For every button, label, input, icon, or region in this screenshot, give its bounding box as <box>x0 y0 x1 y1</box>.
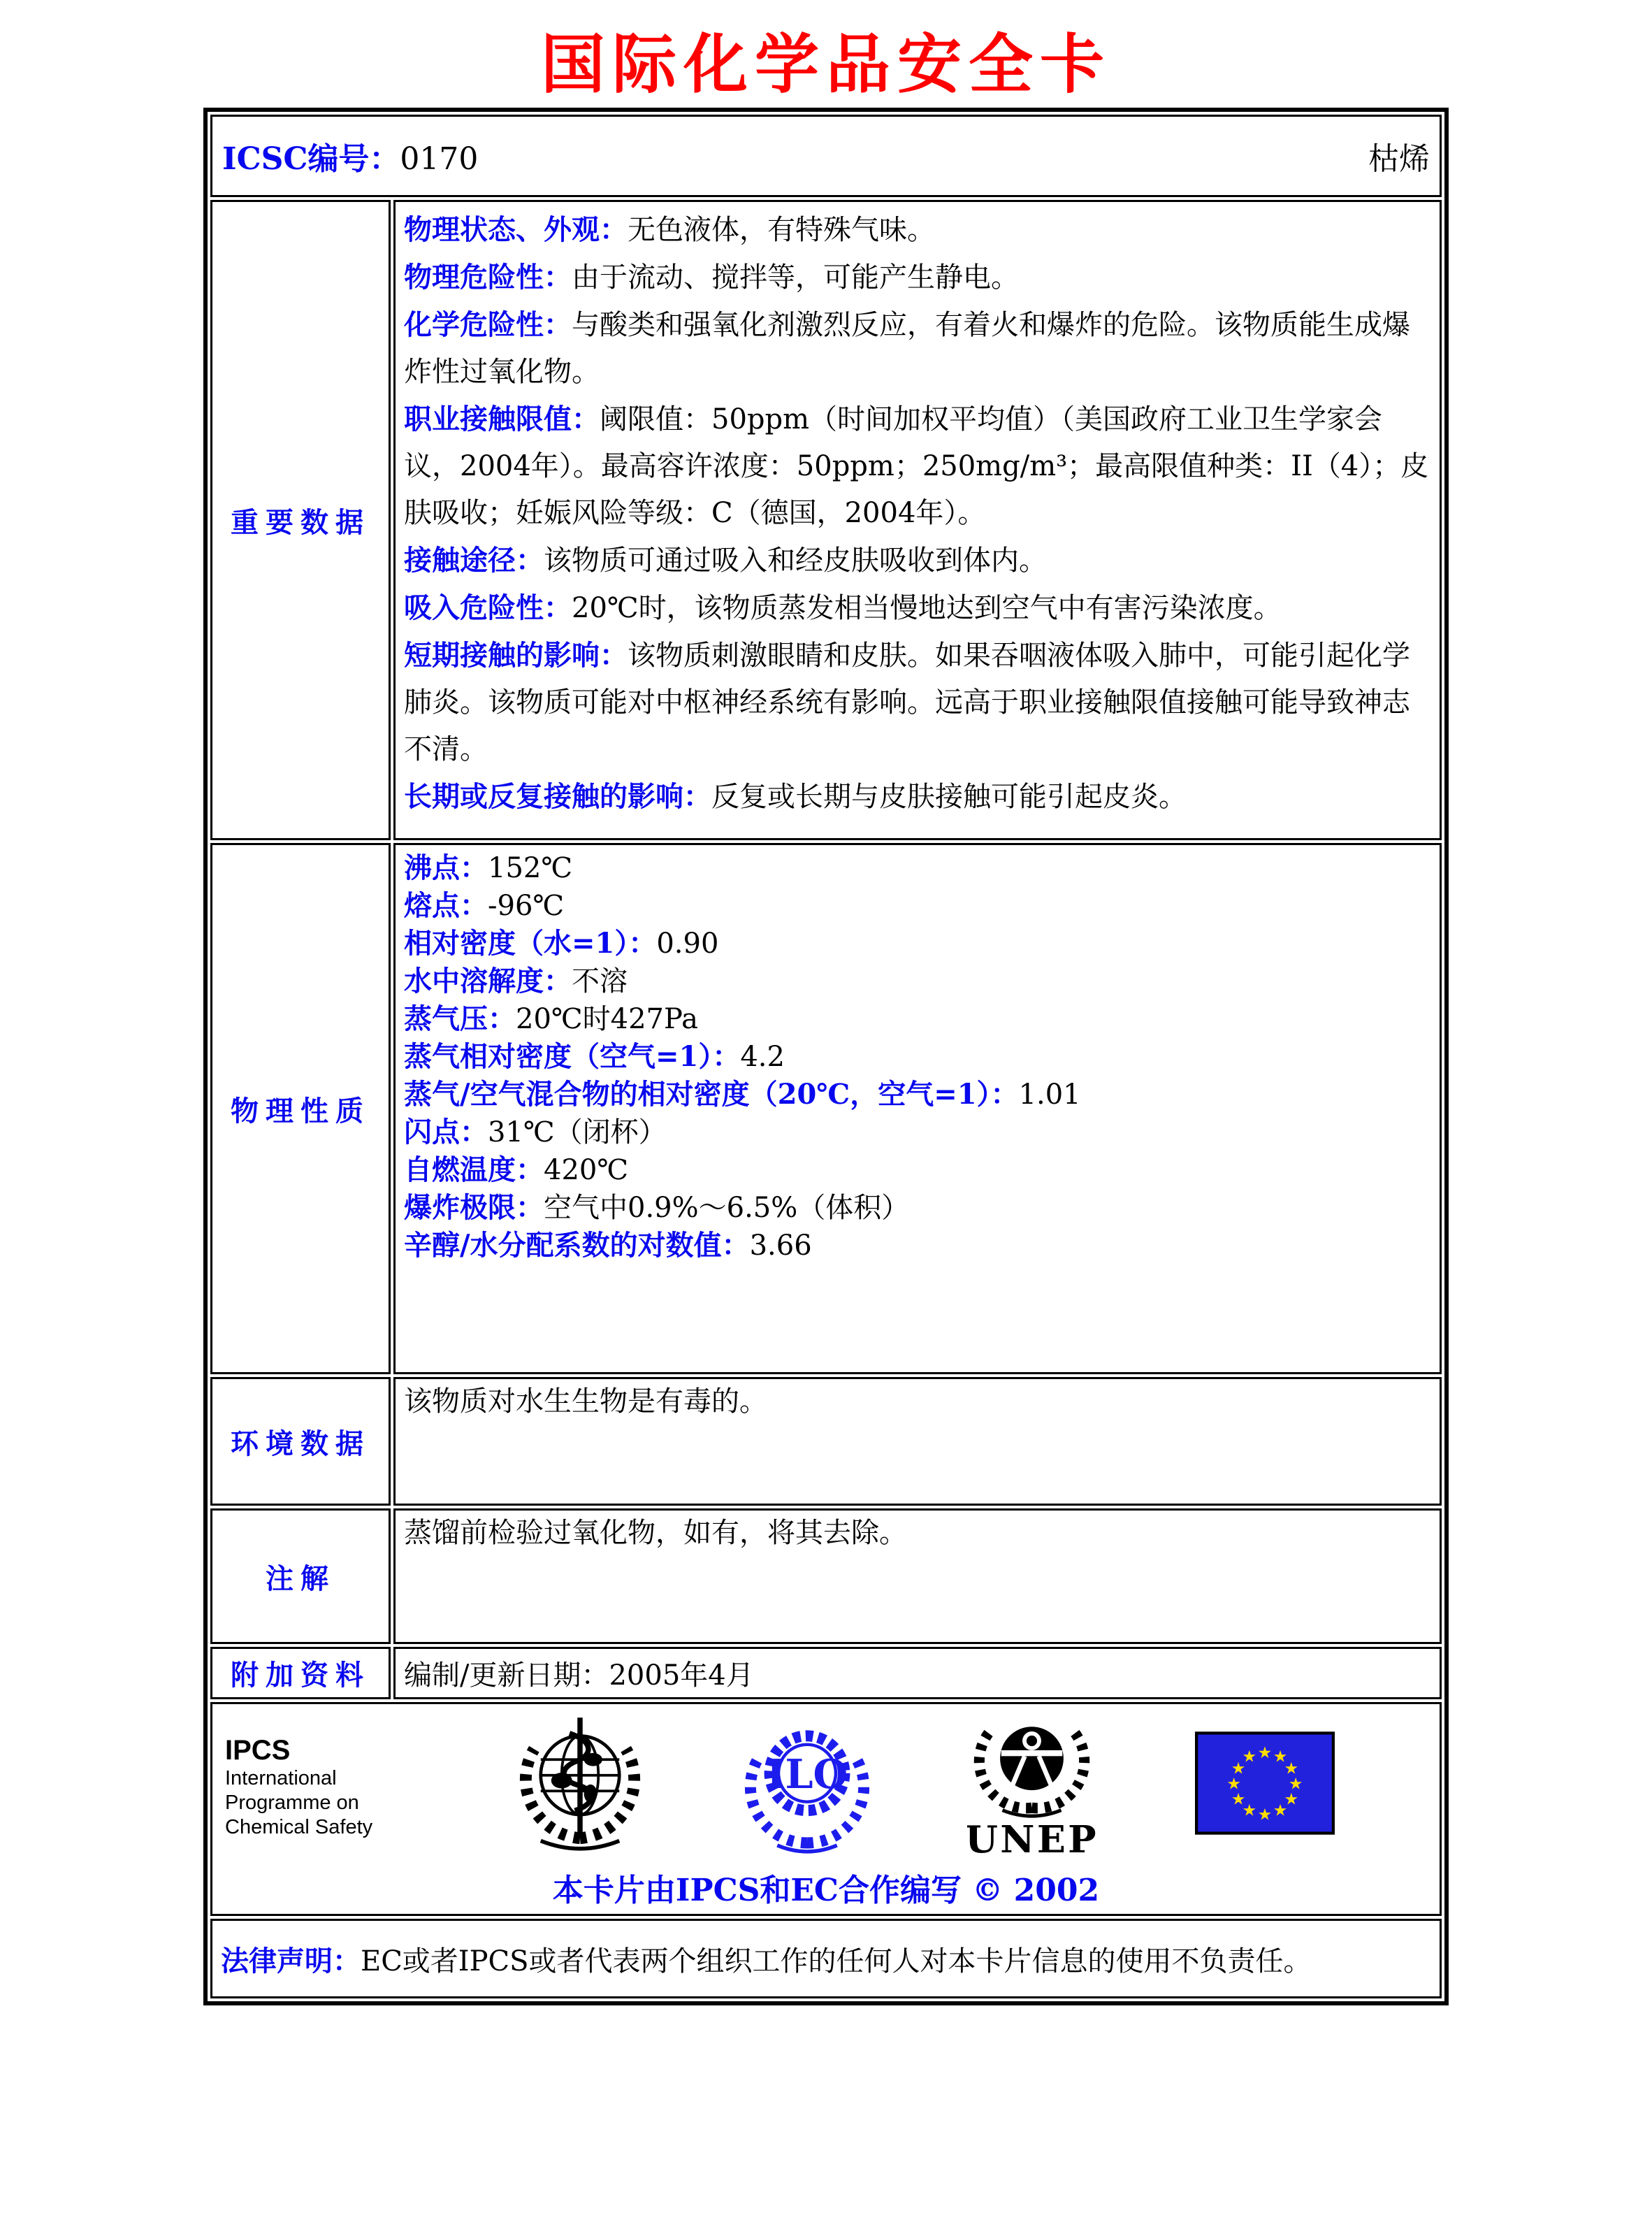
property-line: 长期或反复接触的影响：反复或长期与皮肤接触可能引起皮炎。 <box>404 780 1187 813</box>
important-data-content <box>393 200 1442 840</box>
section-title-environment: 环境数据 <box>210 1377 391 1506</box>
section-title-notes: 注解 <box>210 1508 391 1644</box>
ipcs-text-block <box>225 1734 415 1840</box>
property-line: 蒸气相对密度（空气=1）：4.2 <box>404 1040 785 1073</box>
notes-content <box>393 1508 1442 1644</box>
ilo-logo-icon <box>745 1703 869 1870</box>
section-title-additional: 附加资料 <box>210 1647 391 1699</box>
property-line: 蒸气压：20℃时427Pa <box>404 1002 698 1035</box>
environmental-data-row <box>210 1377 1442 1506</box>
svg-text:★: ★ <box>1231 1790 1246 1809</box>
icsc-number-value: 0170 <box>400 141 479 177</box>
property-line: 化学危险性：与酸类和强氧化剂激烈反应，有着火和爆炸的危险。该物质能生成爆炸性过氧化物。 <box>404 308 1410 388</box>
header-row <box>210 115 1442 197</box>
property-line: 自燃温度：420℃ <box>404 1153 629 1186</box>
svg-text:★: ★ <box>1288 1775 1303 1794</box>
ipcs-line-1: International <box>225 1766 337 1789</box>
property-line: 爆炸极限：空气中0.9%～6.5%（体积） <box>404 1191 910 1224</box>
additional-info-text: 编制/更新日期：2005年4月 <box>404 1659 754 1692</box>
physical-properties-content <box>393 843 1442 1374</box>
chemical-name: 枯烯 <box>1368 141 1430 177</box>
property-line: 物理状态、外观：无色液体，有特殊气味。 <box>404 213 935 246</box>
icsc-number-group <box>222 134 478 178</box>
icsc-number-label: ICSC编号： <box>222 141 400 177</box>
additional-info-row <box>210 1647 1442 1699</box>
svg-text:★: ★ <box>1257 1806 1273 1824</box>
property-line: 接触途径：该物质可通过吸入和经皮肤吸收到体内。 <box>404 544 1047 577</box>
property-line: 熔点：-96℃ <box>404 889 565 922</box>
svg-text:★: ★ <box>1284 1759 1299 1778</box>
property-line: 蒸气/空气混合物的相对密度（20℃，空气=1）：1.01 <box>404 1078 1081 1111</box>
property-line: 闪点：31℃（闭杯） <box>404 1116 667 1148</box>
property-line: 短期接触的影响：该物质刺激眼睛和皮肤。如果吞咽液体吸入肺中，可能引起化学肺炎。该物质可能对中枢神经系统有影响。远高于职业接触限值接触可能导致神志不清。 <box>404 639 1410 765</box>
property-line: 相对密度（水=1）：0.90 <box>404 927 719 960</box>
property-line: 吸入危险性：20℃时，该物质蒸发相当慢地达到空气中有害污染浓度。 <box>404 591 1282 624</box>
unep-logo-icon <box>967 1702 1096 1871</box>
additional-info-content <box>393 1647 1442 1699</box>
svg-text:★: ★ <box>1273 1747 1288 1766</box>
logos-row <box>210 1702 1442 1916</box>
section-title-physical: 物理性质 <box>210 843 391 1374</box>
ipcs-line-2: Programme on <box>225 1791 359 1814</box>
svg-text:★: ★ <box>1284 1790 1299 1809</box>
legal-cell <box>210 1919 1442 1998</box>
ipcs-line-3: Chemical Safety <box>225 1815 373 1838</box>
svg-text:★: ★ <box>1242 1801 1257 1820</box>
property-line: 辛醇/水分配系数的对数值：3.66 <box>404 1229 812 1262</box>
header-cell <box>210 115 1442 197</box>
important-data-row <box>210 200 1442 840</box>
property-line: 水中溶解度：不溶 <box>404 965 628 997</box>
copyright-text: © 2002 <box>972 1873 1100 1908</box>
property-line: 职业接触限值：阈限值：50ppm（时间加权平均值）（美国政府工业卫生学家会议，2004年）。最高容许浓度：50ppm；250mg/m³；最高限值种类：II（4）；皮肤吸收；妊娠风险等级：C（德国，2004年）。 <box>404 403 1429 529</box>
svg-text:★: ★ <box>1257 1744 1273 1763</box>
svg-text:★: ★ <box>1226 1775 1242 1794</box>
logos-cell <box>210 1702 1442 1916</box>
section-title-important: 重要数据 <box>210 200 391 840</box>
property-line: 物理危险性：由于流动、搅拌等，可能产生静电。 <box>404 261 1019 294</box>
legal-text: EC或者IPCS或者代表两个组织工作的任何人对本卡片信息的使用不负责任。 <box>361 1945 1312 1977</box>
physical-properties-row <box>210 843 1442 1374</box>
eu-flag-icon <box>1195 1731 1335 1842</box>
legal-label: 法律声明： <box>221 1944 361 1977</box>
notes-row <box>210 1508 1442 1644</box>
svg-text:★: ★ <box>1242 1747 1257 1766</box>
environment-text: 该物质对水生生物是有毒的。 <box>404 1385 767 1418</box>
icsc-table <box>203 108 1449 2005</box>
notes-text: 蒸馏前检验过氧化物，如有，将其去除。 <box>404 1517 907 1549</box>
svg-text:★: ★ <box>1231 1759 1246 1778</box>
svg-text:ILO: ILO <box>766 1752 848 1799</box>
who-logo-icon <box>514 1710 646 1864</box>
legal-row <box>210 1919 1442 1998</box>
ipcs-acronym: IPCS <box>225 1734 291 1766</box>
cooperation-caption: 本卡片由IPCS和EC合作编写 © 2002 <box>552 1873 1100 1908</box>
environmental-data-content <box>393 1377 1442 1506</box>
page-title: 国际化学品安全卡 <box>540 27 1111 102</box>
svg-text:★: ★ <box>1273 1801 1288 1820</box>
svg-text:UNEP: UNEP <box>967 1817 1097 1862</box>
property-line: 沸点：152℃ <box>404 851 573 884</box>
